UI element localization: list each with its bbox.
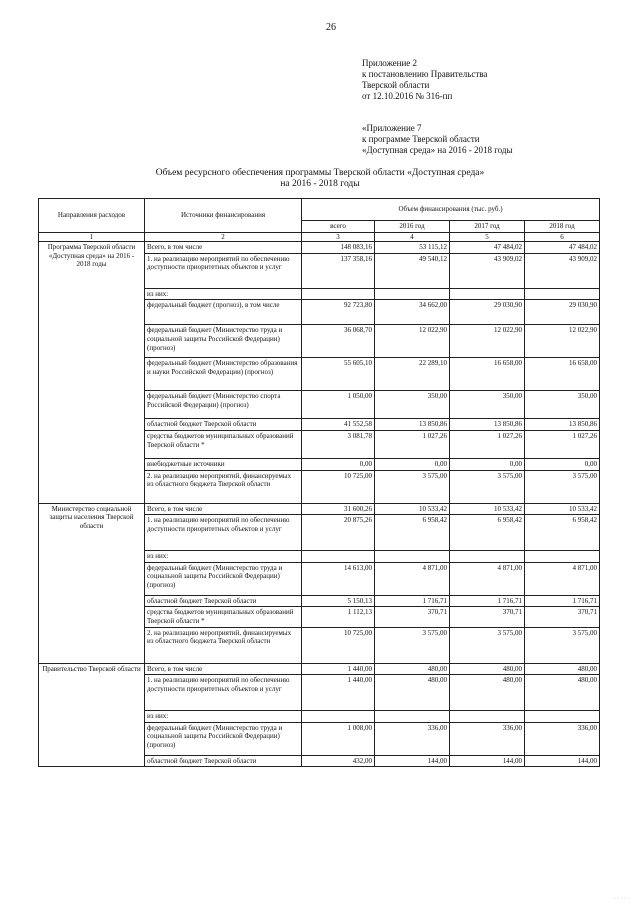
year-2017-cell: 4 871,00 bbox=[450, 562, 525, 595]
source-cell: федеральный бюджет (Министерство образования и науки Российской Федерации) (прогноз) bbox=[145, 358, 302, 391]
total-cell bbox=[302, 288, 375, 300]
total-cell: 137 358,16 bbox=[302, 253, 375, 288]
source-cell: внебюджетные источники bbox=[145, 458, 302, 470]
year-2016-cell: 49 540,12 bbox=[375, 253, 450, 288]
inner-appendix-line: «Приложение 7 bbox=[362, 123, 422, 133]
year-2017-cell: 336,00 bbox=[450, 722, 525, 755]
year-2017-cell: 0,00 bbox=[450, 458, 525, 470]
column-index: 6 bbox=[525, 232, 600, 242]
year-2017-cell bbox=[450, 551, 525, 563]
year-2018-cell bbox=[525, 711, 600, 723]
year-2016-cell: 336,00 bbox=[375, 722, 450, 755]
year-2018-cell: 29 030,90 bbox=[525, 300, 600, 325]
year-2018-cell: 370,71 bbox=[525, 607, 600, 627]
table-body bbox=[39, 232, 600, 767]
table-row bbox=[39, 503, 600, 515]
year-2017-cell bbox=[450, 711, 525, 723]
source-cell: федеральный бюджет (прогноз), в том числе bbox=[145, 300, 302, 325]
year-2017-cell: 480,00 bbox=[450, 663, 525, 675]
source-cell: средства бюджетов муниципальных образований Тверской области * bbox=[145, 607, 302, 627]
year-2017-cell: 1 716,71 bbox=[450, 595, 525, 607]
year-2016-cell: 10 533,42 bbox=[375, 503, 450, 515]
direction-cell: Министерство социальной защиты населения Тверской области bbox=[39, 503, 145, 663]
total-cell: 31 600,26 bbox=[302, 503, 375, 515]
total-cell: 36 068,70 bbox=[302, 325, 375, 358]
header-2016: 2016 год bbox=[375, 221, 450, 233]
total-cell: 1 050,00 bbox=[302, 391, 375, 419]
column-index: 5 bbox=[450, 232, 525, 242]
year-2016-cell: 13 850,86 bbox=[375, 419, 450, 431]
direction-cell: Программа Тверской области «Доступная среда» на 2016 - 2018 годы bbox=[39, 242, 145, 503]
year-2018-cell: 47 484,02 bbox=[525, 242, 600, 254]
source-cell: федеральный бюджет (Министерство спорта Российской Федерации) (прогноз) bbox=[145, 391, 302, 419]
year-2018-cell: 0,00 bbox=[525, 458, 600, 470]
year-2016-cell bbox=[375, 288, 450, 300]
year-2017-cell: 29 030,90 bbox=[450, 300, 525, 325]
year-2018-cell: 3 575,00 bbox=[525, 627, 600, 663]
total-cell: 1 112,13 bbox=[302, 607, 375, 627]
total-cell: 3 081,78 bbox=[302, 430, 375, 458]
header-total: всего bbox=[302, 221, 375, 233]
year-2017-cell: 350,00 bbox=[450, 391, 525, 419]
total-cell: 92 723,80 bbox=[302, 300, 375, 325]
header-2017: 2017 год bbox=[450, 221, 525, 233]
year-2016-cell: 3 575,00 bbox=[375, 627, 450, 663]
source-cell: 2. на реализацию мероприятий, финансируемых из областного бюджета Тверской области bbox=[145, 470, 302, 503]
year-2018-cell: 6 958,42 bbox=[525, 515, 600, 551]
source-cell: 2. на реализацию мероприятий, финансируемых из областного бюджета Тверской области bbox=[145, 627, 302, 663]
funding-table bbox=[38, 198, 600, 767]
year-2018-cell: 1 716,71 bbox=[525, 595, 600, 607]
year-2016-cell: 1 716,71 bbox=[375, 595, 450, 607]
header-direction: Направления расходов bbox=[39, 199, 145, 233]
total-cell: 1 440,00 bbox=[302, 675, 375, 711]
source-cell: областной бюджет Тверской области bbox=[145, 755, 302, 767]
year-2018-cell: 350,00 bbox=[525, 391, 600, 419]
total-cell: 432,00 bbox=[302, 755, 375, 767]
appendix-line: от 12.10.2016 № 316-пп bbox=[362, 91, 453, 101]
column-index: 3 bbox=[302, 232, 375, 242]
title-line: на 2016 - 2018 годы bbox=[280, 179, 360, 189]
year-2016-cell bbox=[375, 551, 450, 563]
year-2017-cell: 3 575,00 bbox=[450, 627, 525, 663]
year-2016-cell: 12 022,90 bbox=[375, 325, 450, 358]
column-index-row bbox=[39, 232, 600, 242]
header-volume: Объем финансирования (тыс. руб.) bbox=[302, 199, 600, 221]
title-line: Объем ресурсного обеспечения программы Тверской области «Доступная среда» bbox=[155, 168, 485, 178]
year-2017-cell: 10 533,42 bbox=[450, 503, 525, 515]
year-2016-cell: 144,00 bbox=[375, 755, 450, 767]
year-2018-cell: 12 022,90 bbox=[525, 325, 600, 358]
source-cell: федеральный бюджет (Министерство труда и социальной защиты Российской Федерации) (прогноз) bbox=[145, 562, 302, 595]
total-cell: 148 083,16 bbox=[302, 242, 375, 254]
year-2018-cell: 13 850,86 bbox=[525, 419, 600, 431]
total-cell: 14 613,00 bbox=[302, 562, 375, 595]
year-2018-cell: 10 533,42 bbox=[525, 503, 600, 515]
header-source: Источники финансирования bbox=[145, 199, 302, 233]
source-cell: федеральный бюджет (Министерство труда и социальной защиты Российской Федерации) (прогноз) bbox=[145, 722, 302, 755]
year-2017-cell: 144,00 bbox=[450, 755, 525, 767]
year-2018-cell: 16 658,00 bbox=[525, 358, 600, 391]
total-cell: 1 440,00 bbox=[302, 663, 375, 675]
year-2016-cell bbox=[375, 711, 450, 723]
total-cell: 0,00 bbox=[302, 458, 375, 470]
column-index: 2 bbox=[145, 232, 302, 242]
inner-appendix-line: «Доступная среда» на 2016 - 2018 годы bbox=[362, 145, 513, 155]
year-2017-cell: 47 484,02 bbox=[450, 242, 525, 254]
year-2016-cell: 22 289,10 bbox=[375, 358, 450, 391]
page-number: 26 bbox=[326, 22, 336, 33]
total-cell: 41 552,58 bbox=[302, 419, 375, 431]
year-2016-cell: 3 575,00 bbox=[375, 470, 450, 503]
source-cell: из них: bbox=[145, 551, 302, 563]
year-2017-cell: 480,00 bbox=[450, 675, 525, 711]
year-2016-cell: 370,71 bbox=[375, 607, 450, 627]
year-2017-cell: 16 658,00 bbox=[450, 358, 525, 391]
year-2017-cell: 43 909,02 bbox=[450, 253, 525, 288]
total-cell: 10 725,00 bbox=[302, 470, 375, 503]
source-cell: 1. на реализацию мероприятий по обеспечению доступности приоритетных объектов и услуг bbox=[145, 253, 302, 288]
source-cell: областной бюджет Тверской области bbox=[145, 419, 302, 431]
source-cell: Всего, в том числе bbox=[145, 503, 302, 515]
year-2016-cell: 53 115,12 bbox=[375, 242, 450, 254]
total-cell: 20 875,26 bbox=[302, 515, 375, 551]
appendix-line: Тверской области bbox=[362, 80, 430, 90]
year-2016-cell: 0,00 bbox=[375, 458, 450, 470]
total-cell: 10 725,00 bbox=[302, 627, 375, 663]
total-cell bbox=[302, 711, 375, 723]
year-2016-cell: 4 871,00 bbox=[375, 562, 450, 595]
appendix-block bbox=[362, 58, 487, 102]
table-row bbox=[39, 663, 600, 675]
source-cell: 1. на реализацию мероприятий по обеспечению доступности приоритетных объектов и услуг bbox=[145, 515, 302, 551]
appendix-line: к постановлению Правительства bbox=[362, 69, 488, 79]
inner-appendix-line: к программе Тверской области bbox=[362, 134, 480, 144]
year-2016-cell: 1 027,26 bbox=[375, 430, 450, 458]
year-2018-cell: 3 575,00 bbox=[525, 470, 600, 503]
source-cell: 1. на реализацию мероприятий по обеспечению доступности приоритетных объектов и услуг bbox=[145, 675, 302, 711]
direction-cell: Правительство Тверской области bbox=[39, 663, 145, 767]
scan-mark: · · · · · bbox=[614, 896, 630, 902]
year-2017-cell: 370,71 bbox=[450, 607, 525, 627]
year-2018-cell: 480,00 bbox=[525, 675, 600, 711]
year-2017-cell: 12 022,90 bbox=[450, 325, 525, 358]
year-2017-cell: 3 575,00 bbox=[450, 470, 525, 503]
year-2018-cell bbox=[525, 551, 600, 563]
total-cell: 55 605,10 bbox=[302, 358, 375, 391]
document-title bbox=[60, 168, 580, 190]
source-cell: из них: bbox=[145, 711, 302, 723]
year-2016-cell: 350,00 bbox=[375, 391, 450, 419]
year-2016-cell: 480,00 bbox=[375, 663, 450, 675]
year-2016-cell: 6 958,42 bbox=[375, 515, 450, 551]
source-cell: Всего, в том числе bbox=[145, 663, 302, 675]
year-2018-cell: 1 027,26 bbox=[525, 430, 600, 458]
source-cell: областной бюджет Тверской области bbox=[145, 595, 302, 607]
total-cell: 1 008,00 bbox=[302, 722, 375, 755]
year-2017-cell: 13 850,86 bbox=[450, 419, 525, 431]
appendix-line: Приложение 2 bbox=[362, 58, 418, 68]
year-2018-cell: 144,00 bbox=[525, 755, 600, 767]
header-2018: 2018 год bbox=[525, 221, 600, 233]
column-index: 1 bbox=[39, 232, 145, 242]
year-2018-cell: 43 909,02 bbox=[525, 253, 600, 288]
year-2018-cell bbox=[525, 288, 600, 300]
year-2017-cell bbox=[450, 288, 525, 300]
year-2017-cell: 6 958,42 bbox=[450, 515, 525, 551]
year-2018-cell: 4 871,00 bbox=[525, 562, 600, 595]
year-2017-cell: 1 027,26 bbox=[450, 430, 525, 458]
year-2016-cell: 480,00 bbox=[375, 675, 450, 711]
total-cell bbox=[302, 551, 375, 563]
table-row bbox=[39, 242, 600, 254]
year-2016-cell: 34 662,00 bbox=[375, 300, 450, 325]
source-cell: Всего, в том числе bbox=[145, 242, 302, 254]
year-2018-cell: 336,00 bbox=[525, 722, 600, 755]
column-index: 4 bbox=[375, 232, 450, 242]
inner-appendix-block bbox=[362, 123, 513, 156]
source-cell: средства бюджетов муниципальных образований Тверской области * bbox=[145, 430, 302, 458]
source-cell: федеральный бюджет (Министерство труда и социальной защиты Российской Федерации) (прогноз) bbox=[145, 325, 302, 358]
year-2018-cell: 480,00 bbox=[525, 663, 600, 675]
source-cell: из них: bbox=[145, 288, 302, 300]
total-cell: 5 150,13 bbox=[302, 595, 375, 607]
